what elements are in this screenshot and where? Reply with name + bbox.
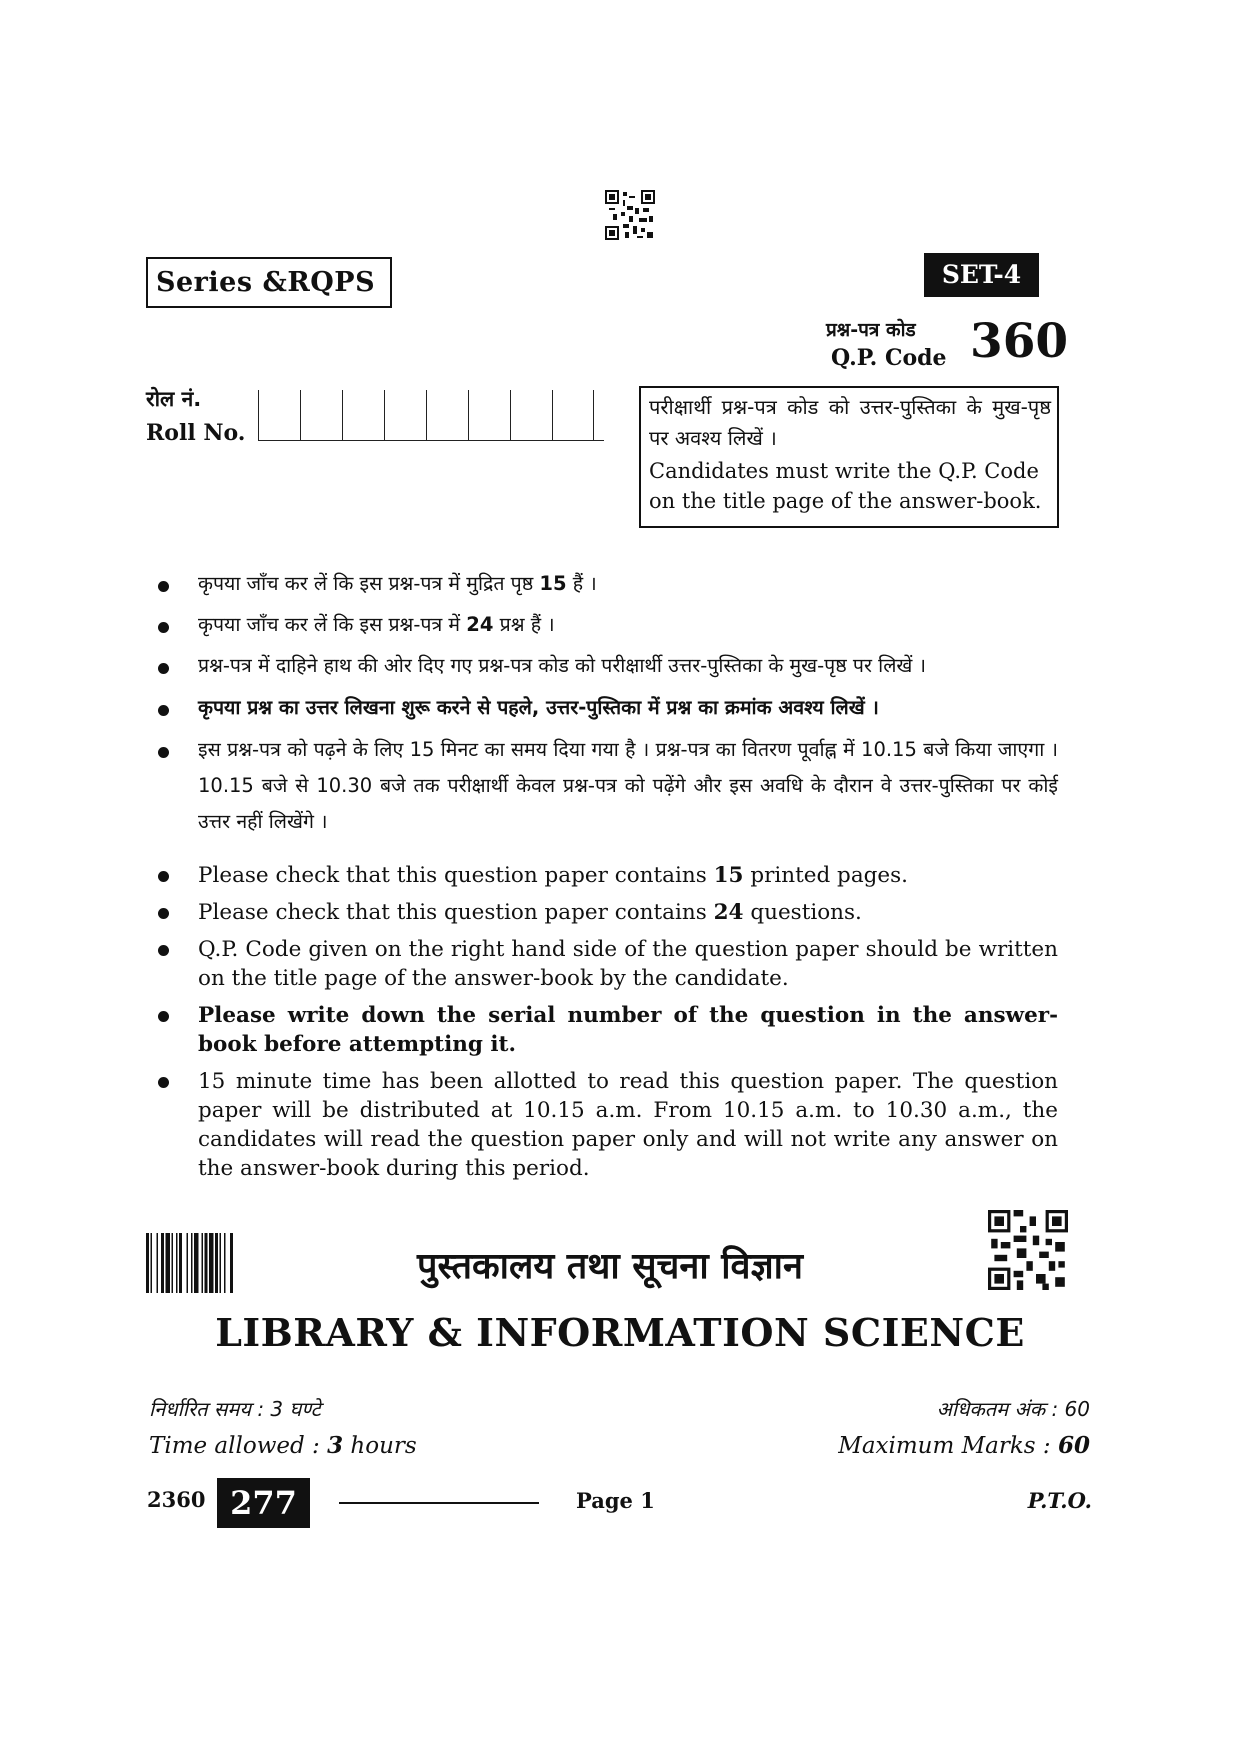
set-badge: SET-4 — [924, 253, 1039, 297]
roll-digit-box[interactable] — [510, 390, 552, 440]
page-number: Page 1 — [576, 1488, 655, 1513]
subject-title-hindi: पुस्तकालय तथा सूचना विज्ञान — [417, 1246, 803, 1287]
qr-code-bottom — [988, 1210, 1068, 1290]
maximum-marks: Maximum Marks : 60 — [838, 1432, 1090, 1459]
subject-title: LIBRARY & INFORMATION SCIENCE — [215, 1310, 1025, 1355]
please-turn-over: P.T.O. — [1027, 1488, 1092, 1513]
bullet-icon — [158, 1011, 169, 1022]
bullet-icon — [158, 705, 169, 716]
time-allowed-hindi: निर्धारित समय : 3 घण्टे — [149, 1397, 321, 1421]
paper-number-badge: 277 — [217, 1478, 310, 1528]
bullet-icon — [158, 581, 169, 592]
qp-code-value: 360 — [970, 314, 1069, 369]
roll-number-baseline — [258, 440, 604, 441]
roll-label-hindi: रोल नं. — [146, 387, 202, 411]
qr-code-top — [605, 190, 655, 240]
roll-digit-box[interactable] — [342, 390, 384, 440]
roll-digit-box[interactable] — [258, 390, 300, 440]
time-allowed: Time allowed : 3 hours — [149, 1432, 417, 1459]
maximum-marks-hindi: अधिकतम अंक : 60 — [936, 1397, 1090, 1421]
paper-code: 2360 — [147, 1487, 206, 1512]
barcode — [146, 1233, 310, 1293]
bullet-icon — [158, 622, 169, 633]
series-label: Series &RQPS — [156, 267, 376, 298]
bullet-icon — [158, 747, 169, 758]
bullet-icon — [158, 663, 169, 674]
roll-digit-box[interactable] — [468, 390, 510, 440]
bullet-icon — [158, 945, 169, 956]
footer-rule — [339, 1502, 539, 1504]
roll-label: Roll No. — [146, 420, 246, 446]
qp-code-notice-box — [639, 386, 1059, 528]
roll-digit-box[interactable] — [552, 390, 594, 440]
qp-code-label-hindi: प्रश्न-पत्र कोड — [826, 319, 916, 341]
roll-number-boxes[interactable] — [258, 390, 594, 440]
notice-hindi: परीक्षार्थी प्रश्न-पत्र कोड को उत्तर-पुस्तिका के मुख-पृष्ठ पर अवश्य लिखें । — [649, 395, 1051, 450]
bullet-icon — [158, 871, 169, 882]
bullet-icon — [158, 908, 169, 919]
notice-english: Candidates must write the Q.P. Code on the title page of the answer-book. — [649, 459, 1042, 513]
series-box — [146, 257, 392, 308]
roll-digit-box[interactable] — [300, 390, 342, 440]
bullet-icon — [158, 1077, 169, 1088]
roll-digit-box[interactable] — [384, 390, 426, 440]
qp-code-label: Q.P. Code — [831, 345, 947, 371]
roll-digit-box[interactable] — [426, 390, 468, 440]
